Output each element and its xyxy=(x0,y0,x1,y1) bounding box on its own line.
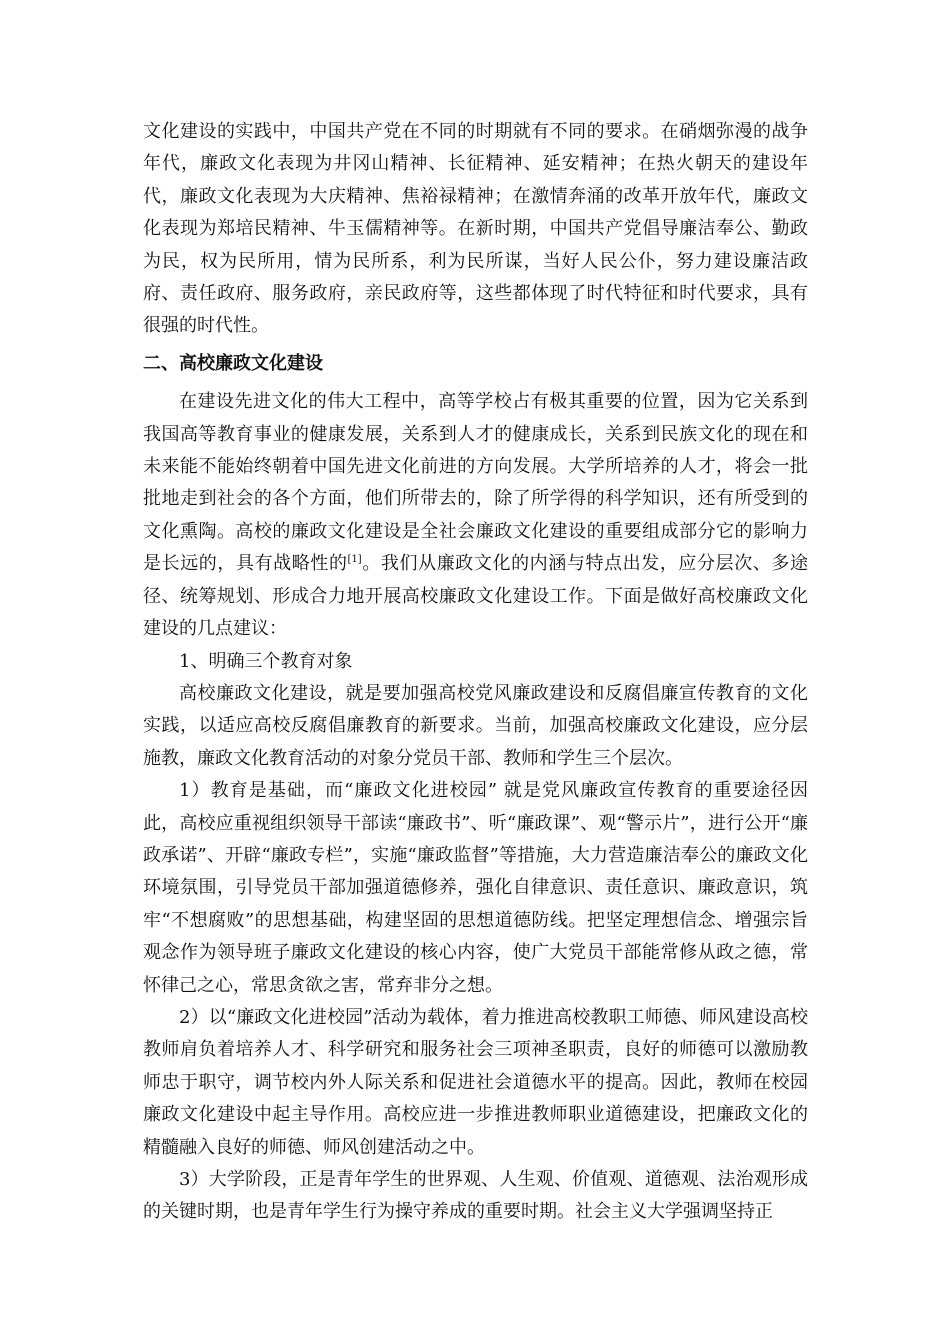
document-body xyxy=(143,116,808,1229)
section-paragraph xyxy=(143,386,808,645)
paragraph-text: 在建设先进文化的伟大工程中，高等学校占有极其重要的位置，因为它关系到我国高等教育事业的健康发展，关系到人才的健康成长，关系到民族文化的现在和未来能不能始终朝着中国先进文化前进的方向发展。大学所培养的人才，将会一批批地走到社会的各个方面，他们所带去的，除了所学得的科学知识，还有所受到的文化熏陶。高校的廉政文化建设是全社会廉政文化建设的重要组成部分它的影响力是长远的，具有战略性的 xyxy=(143,391,808,575)
list-item-paragraph-1: 1）教育是基础，而“廉政文化进校园” 就是党风廉政宣传教育的重要途径因此，高校应重视组织领导干部读“廉政书”、听“廉政课”、观“警示片”，进行公开“廉政承诺”、开辟“廉政专栏”，实施“廉政监督”等措施，大力营造廉洁奉公的廉政文化环境氛围，引导党员干部加强道德修养，强化自律意识、责任意识、廉政意识，筑牢“不想腐败”的思想基础，构建坚固的思想道德防线。把坚定理想信念、增强宗旨观念作为领导班子廉政文化建设的核心内容，使广大党员干部能常修从政之德，常怀律己之心，常思贪欲之害，常弃非分之想。 xyxy=(143,780,808,996)
subsection-heading: 1、明确三个教育对象 xyxy=(179,650,353,672)
list-item-paragraph-2: 2）以“廉政文化进校园”活动为载体，着力推进高校教职工师德、师风建设高校教师肩负着培养人才、科学研究和服务社会三项神圣职责，良好的师德可以激励教师忠于职守，调节校内外人际关系和促进社会道德水平的提高。因此，教师在校园廉政文化建设中起主导作用。高校应进一步推进教师职业道德建设，把廉政文化的精髓融入良好的师德、师风创建活动之中。 xyxy=(143,1006,808,1158)
section-heading: 二、高校廉政文化建设 xyxy=(143,352,323,374)
list-item-paragraph-3: 3）大学阶段，正是青年学生的世界观、人生观、价值观、道德观、法治观形成的关键时期，也是青年学生行为操守养成的重要时期。社会主义大学强调坚持正 xyxy=(143,1169,808,1223)
citation-marker: [1] xyxy=(347,554,362,566)
intro-paragraph: 文化建设的实践中，中国共产党在不同的时期就有不同的要求。在硝烟弥漫的战争年代，廉政文化表现为井冈山精神、长征精神、延安精神；在热火朝天的建设年代，廉政文化表现为大庆精神、焦裕禄精神；在激情奔涌的改革开放年代，廉政文化表现为郑培民精神、牛玉儒精神等。在新时期，中国共产党倡导廉洁奉公、勤政为民，权为民所用，情为民所系，利为民所谋，当好人民公仆，努力建设廉洁政府、责任政府、服务政府，亲民政府等，这些都体现了时代特征和时代要求，具有很强的时代性。 xyxy=(143,121,808,337)
subsection-paragraph: 高校廉政文化建设，就是要加强高校党风廉政建设和反腐倡廉宣传教育的文化实践，以适应高校反腐倡廉教育的新要求。当前，加强高校廉政文化建设，应分层施教，廉政文化教育活动的对象分党员干部、教师和学生三个层次。 xyxy=(143,682,808,769)
paragraph-text-continued: 。我们从廉政文化的内涵与特点出发，应分层次、多途径、统筹规划、形成合力地开展高校廉政文化建设工作。下面是做好高校廉政文化建设的几点建议： xyxy=(143,553,808,640)
